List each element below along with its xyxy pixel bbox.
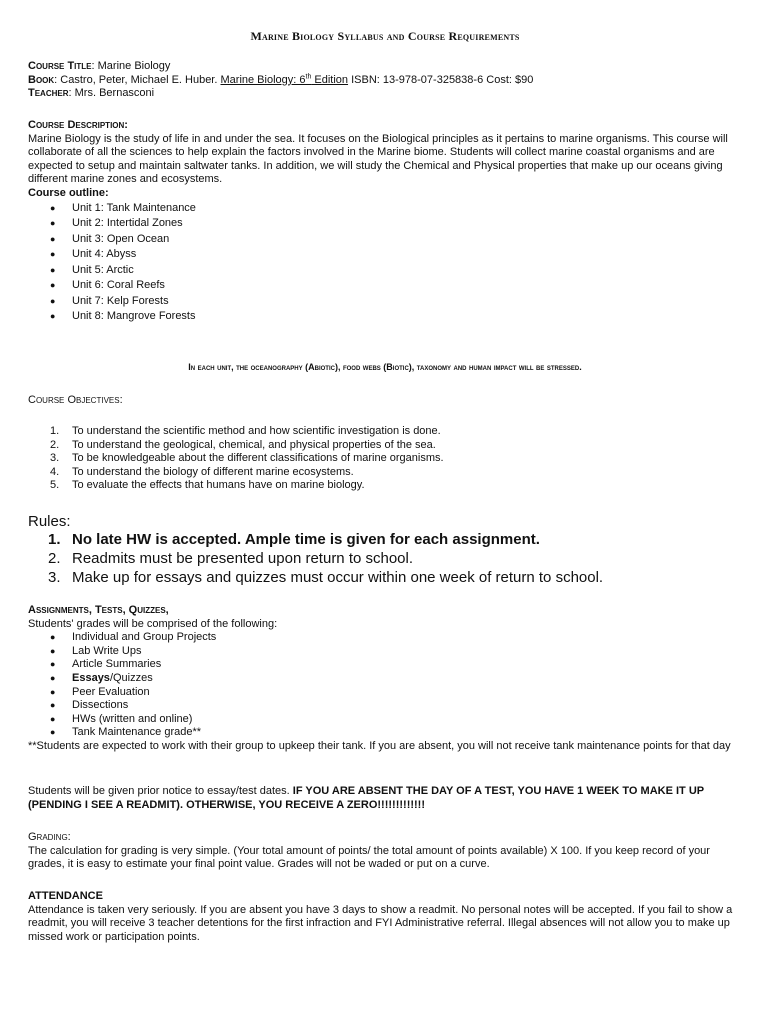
attendance-label: ATTENDANCE: [28, 890, 103, 902]
book-line: Book: Castro, Peter, Michael E. Huber. Marine Biology: 6th Edition ISBN: 13-978-07-325838-6 Cost: $90: [28, 72, 534, 86]
list-item: ● Lab Write Ups: [28, 645, 740, 659]
test-notice-text: Students will be given prior notice to essay/test dates.: [28, 785, 293, 797]
book-title: Marine Biology: 6th Edition: [220, 72, 349, 86]
list-item: ● Unit 4: Abyss: [28, 247, 740, 263]
course-title-line: Course Title: Marine Biology: [28, 60, 171, 72]
objectives-label: Course Objectives:: [28, 394, 123, 406]
teacher-label: Teacher: [28, 87, 69, 100]
rules-label: Rules:: [28, 513, 71, 530]
page-title: Marine Biology Syllabus and Course Requirements: [250, 29, 520, 43]
list-item: ● Unit 1: Tank Maintenance: [28, 201, 740, 217]
course-title-label: Course Title: [28, 60, 92, 72]
course-title-value: Marine Biology: [97, 60, 171, 72]
rule-item: 2. Readmits must be presented upon return to school.: [48, 550, 414, 567]
attendance-section: [28, 890, 740, 944]
rule-item: 3. Make up for essays and quizzes must occur within one week of return to school.: [48, 569, 604, 586]
rules-list: [48, 530, 748, 587]
book-label: Book: [28, 73, 55, 86]
course-header: [28, 60, 740, 101]
objectives-list: [28, 425, 740, 493]
objectives-list-wrap: [28, 425, 740, 493]
course-description-label: Course Description:: [28, 119, 128, 131]
course-description-text: Marine Biology is the study of life in and under the sea. It focuses on the Biological principles as it pertains to marine organisms. This course will collaborate of all the sciences to help explain the factors involved in the Marine biome. Students will collect marine coastal organisms and are expected to setup and maintain saltwater tanks. In addition, we will study the Chemical and Physical properties that make up our oceans giving different marine zones and ecosystems.: [28, 132, 728, 186]
list-item: 1. To understand the scientific method and how scientific investigation is done.: [50, 425, 441, 437]
list-item: ● Essays/Quizzes: [28, 672, 740, 686]
teacher-value: Mrs. Bernasconi: [74, 87, 155, 100]
list-item: ● Peer Evaluation: [28, 686, 740, 700]
list-item: 2. To understand the geological, chemical, and physical properties of the sea.: [50, 438, 436, 451]
list-item: ● Dissections: [28, 699, 740, 713]
list-item: ● Unit 5: Arctic: [28, 263, 740, 279]
list-item: 4. To understand the biology of different marine ecosystems.: [50, 465, 354, 478]
rule-item: 1. No late HW is accepted. Ample time is given for each assignment.: [48, 531, 540, 548]
grading-section: [28, 831, 740, 872]
assignments-section: [28, 604, 740, 754]
list-item: ● Tank Maintenance grade**: [28, 726, 740, 740]
list-item: ● Individual and Group Projects: [28, 631, 740, 645]
test-notice: [28, 785, 740, 812]
assignments-list: [28, 631, 740, 740]
unit-focus-note: In each unit, the oceanography (Abiotic), food webs (Biotic), taxonomy and human impact will be stressed.: [188, 362, 582, 372]
list-item: ● Unit 2: Intertidal Zones: [28, 216, 740, 232]
assignments-label: Assignments, Tests, Quizzes,: [28, 604, 169, 616]
course-outline-label: Course outline:: [28, 186, 109, 199]
list-item: ● Unit 3: Open Ocean: [28, 232, 740, 248]
course-description-section: [28, 119, 740, 325]
attendance-text: Attendance is taken very seriously. If you are absent you have 3 days to show a readmit. No personal notes will be accepted. If you fail to show a readmit, you will receive 3 teacher detentions for the first infraction and FYI Administrative referral. Illegal absences will not allow you to make up missed work or participation points.: [28, 903, 733, 943]
teacher-line: Teacher: Mrs. Bernasconi: [28, 87, 155, 100]
book-isbn-cost: ISBN: 13-978-07-325838-6 Cost: $90: [351, 73, 534, 86]
list-item: 5. To evaluate the effects that humans have on marine biology.: [50, 479, 365, 492]
test-notice-warning: IF YOU ARE ABSENT THE DAY OF A TEST, YOU HAVE 1 WEEK TO MAKE IT UP (PENDING I SEE A READMIT). OTHERWISE, YOU RECEIVE A ZERO!!!!!!!!!!!!!: [28, 785, 704, 811]
list-item: ● Unit 7: Kelp Forests: [28, 294, 740, 310]
assignments-intro: Students' grades will be comprised of the following:: [28, 617, 278, 630]
assignments-footnote: **Students are expected to work with their group to upkeep their tank. If you are absent, you will not receive tank maintenance points for that day: [28, 739, 731, 752]
list-item: 3. To be knowledgeable about the different classifications of marine organisms.: [50, 452, 444, 465]
course-outline-list: [28, 201, 740, 325]
book-authors: Castro, Peter, Michael E. Huber.: [60, 73, 218, 86]
list-item: ● Article Summaries: [28, 658, 740, 672]
list-item: ● HWs (written and online): [28, 713, 740, 727]
grading-text: The calculation for grading is very simple. (Your total amount of points/ the total amount of points available) X 100. If you keep record of your grades, it is easy to estimate your final point value. Grades will not be waded or put on a curve.: [28, 844, 710, 871]
grading-label: Grading:: [28, 831, 71, 843]
list-item: ● Unit 8: Mangrove Forests: [28, 309, 740, 325]
objectives-section: [28, 394, 740, 408]
list-item: ● Unit 6: Coral Reefs: [28, 278, 740, 294]
